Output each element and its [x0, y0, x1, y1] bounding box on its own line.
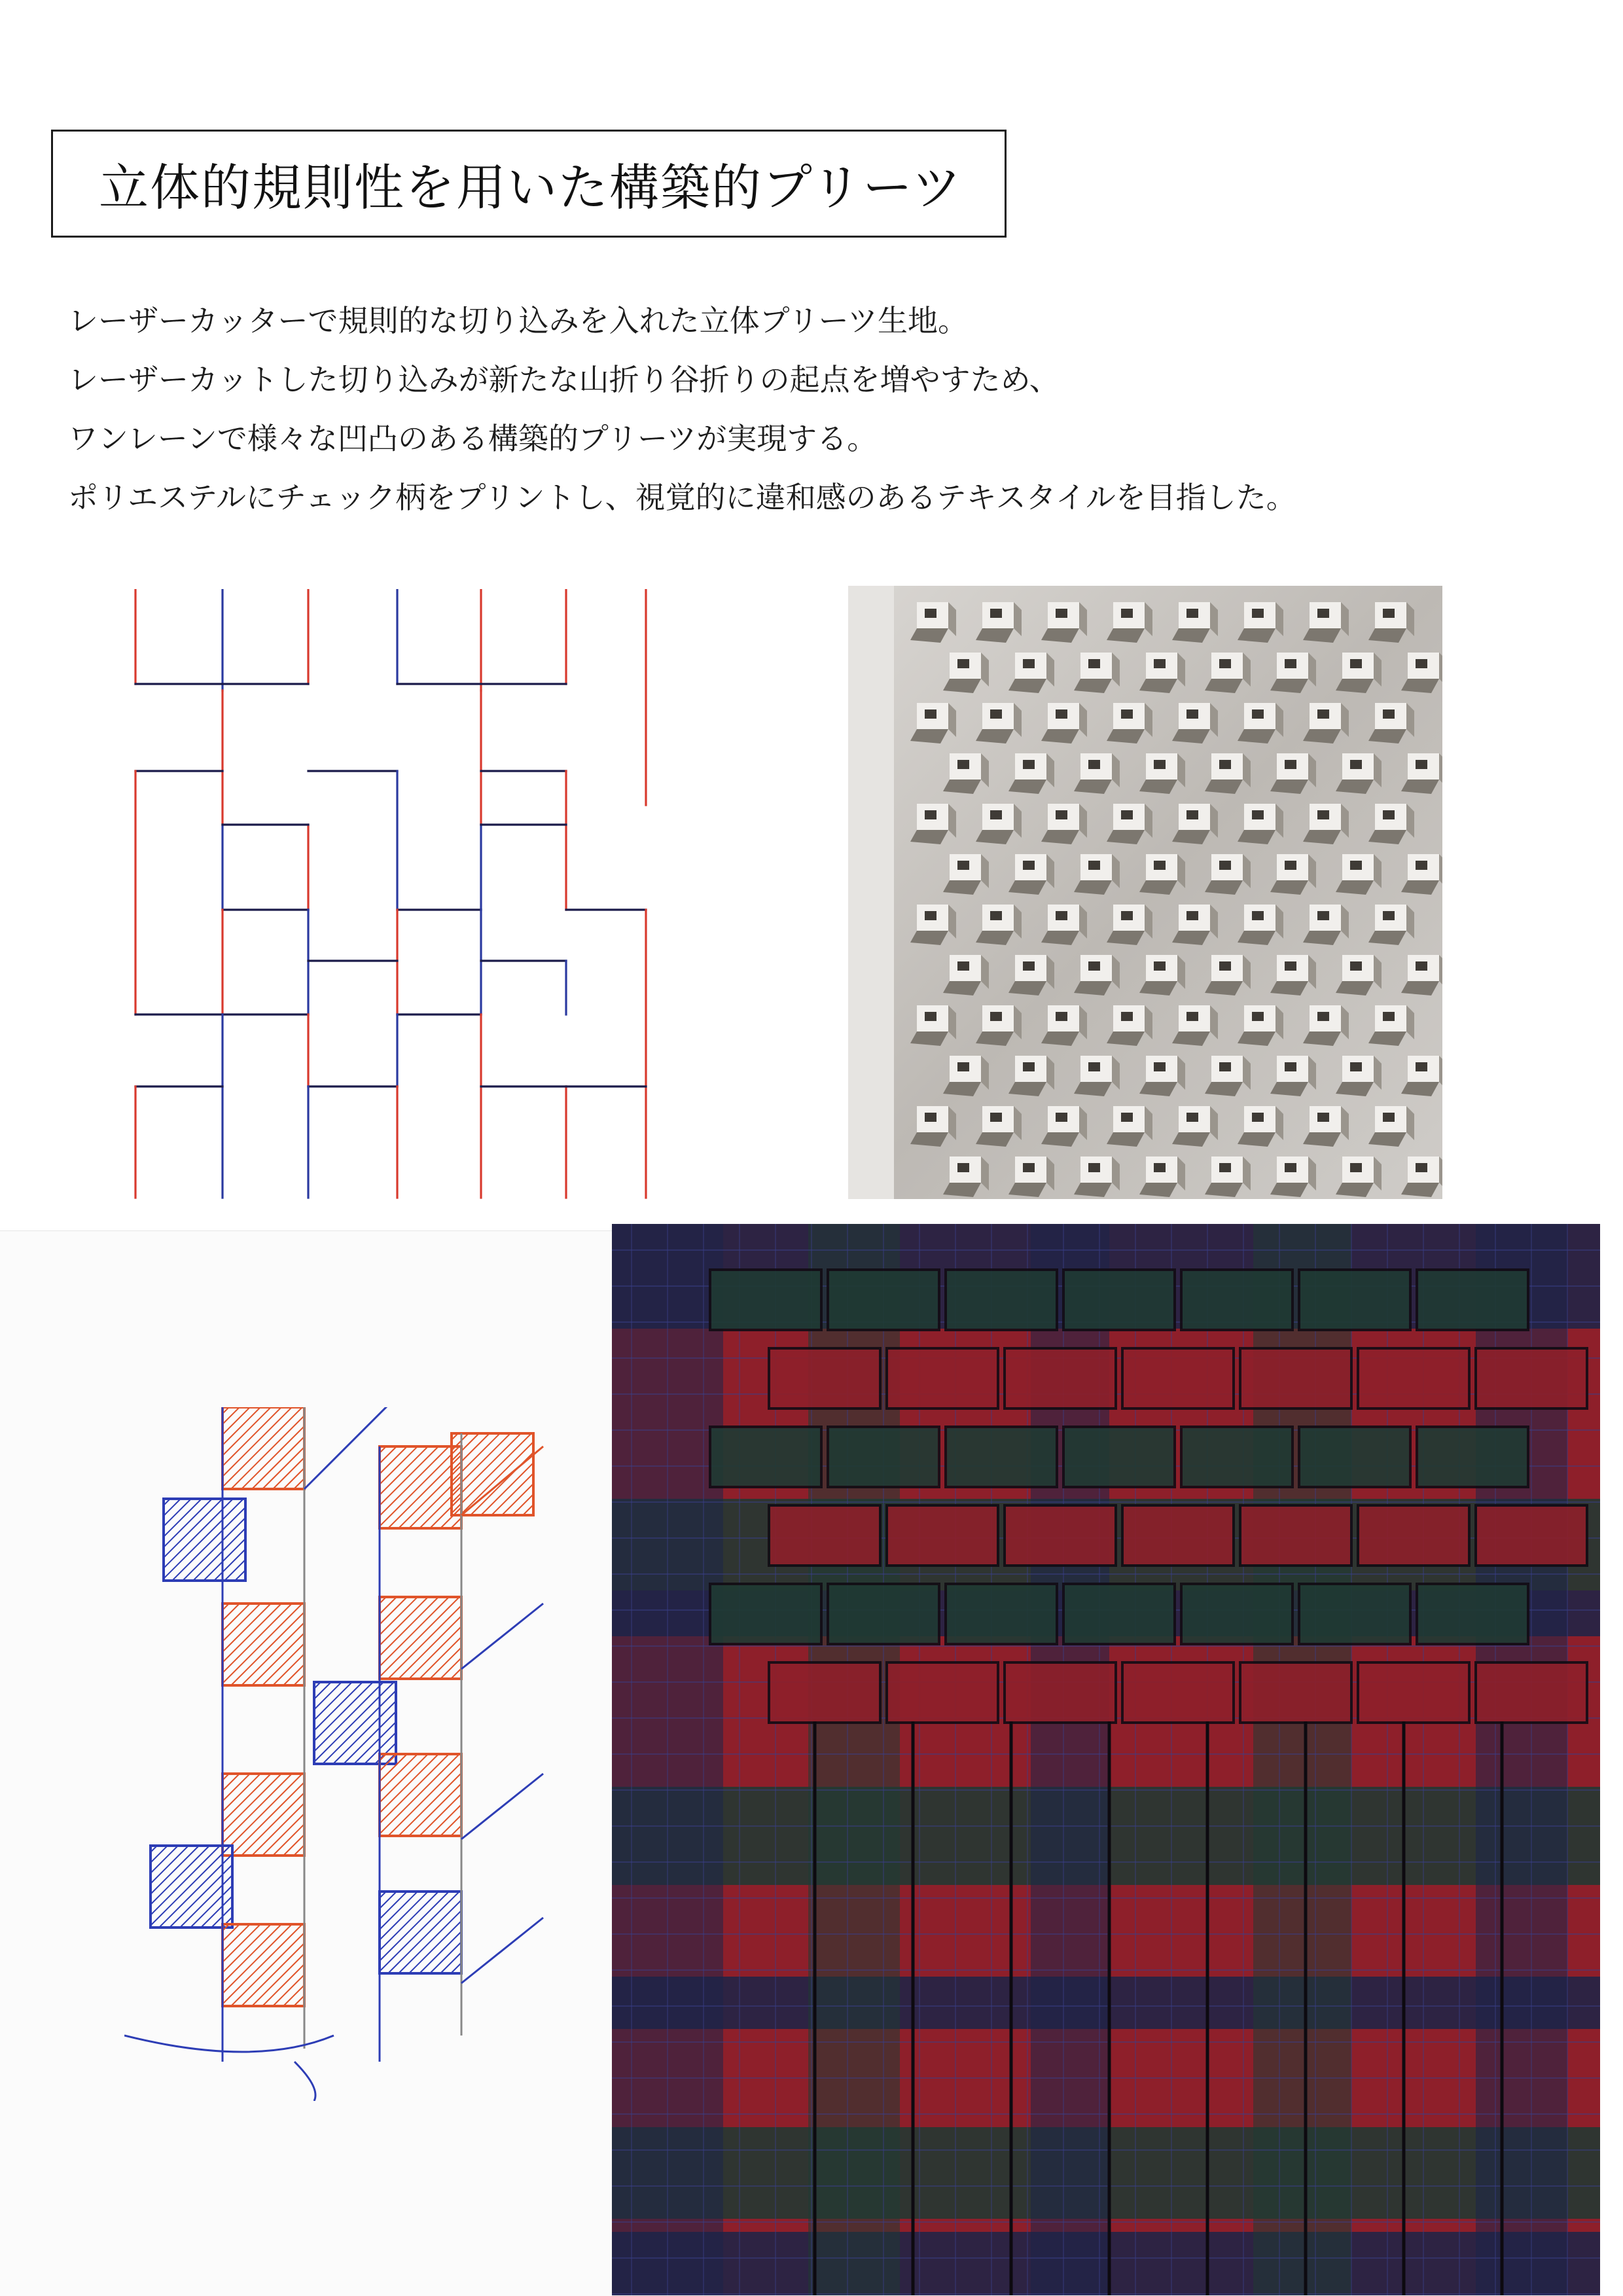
sketch-stroke-4	[124, 2036, 334, 2052]
sketch-cell-7	[223, 1774, 304, 1856]
sketch-stroke-5	[294, 2062, 315, 2101]
pleat-tab-3	[1063, 1270, 1175, 1330]
sketch-cell-6	[314, 1682, 396, 1764]
sketch-cell-0	[223, 1407, 304, 1489]
pleat-tab-7	[769, 1348, 880, 1408]
pleat-tab-1	[828, 1270, 939, 1330]
pleat-tab-8	[887, 1348, 998, 1408]
pleat-tab-13	[1476, 1348, 1587, 1408]
pleat-tab-37	[1005, 1662, 1116, 1723]
pleat-tab-32	[1181, 1584, 1293, 1644]
pleat-tab-16	[946, 1427, 1057, 1487]
sketch-cell-11	[380, 1892, 461, 1973]
sketch-cell-8	[380, 1754, 461, 1836]
pleat-tab-38	[1122, 1662, 1234, 1723]
pleat-tab-14	[710, 1427, 821, 1487]
crease-pattern-diagram	[128, 589, 664, 1204]
pleat-tab-40	[1358, 1662, 1469, 1723]
pleat-tab-20	[1417, 1427, 1528, 1487]
pleat-tab-34	[1417, 1584, 1528, 1644]
description-line-4: ポリエステルにチェック柄をプリントし、視覚的に違和感のあるテキスタイルを目指した。	[68, 480, 1296, 515]
pleat-tab-2	[946, 1270, 1057, 1330]
pleat-tab-31	[1063, 1584, 1175, 1644]
sketch-stroke-6	[304, 1407, 406, 1489]
pleat-tab-41	[1476, 1662, 1587, 1723]
page-title: 立体的規則性を用いた構築的プリーツ	[99, 158, 963, 217]
pleat-tab-24	[1122, 1505, 1234, 1566]
pleated-tartan-fabric-sample	[612, 1224, 1600, 2295]
pleat-tab-0	[710, 1270, 821, 1330]
pleat-tab-27	[1476, 1505, 1587, 1566]
pleat-tab-36	[887, 1662, 998, 1723]
pleat-tab-26	[1358, 1505, 1469, 1566]
pleat-tab-6	[1417, 1270, 1528, 1330]
pleat-tab-9	[1005, 1348, 1116, 1408]
pleat-tab-29	[828, 1584, 939, 1644]
pleat-tab-4	[1181, 1270, 1293, 1330]
sketch-cell-1	[164, 1499, 245, 1581]
sketch-stroke-8	[461, 1604, 543, 1669]
pleat-tab-39	[1240, 1662, 1351, 1723]
hand-drawn-sketch	[124, 1407, 609, 2101]
pleat-tab-17	[1063, 1427, 1175, 1487]
pleat-tab-30	[946, 1584, 1057, 1644]
sketch-cell-9	[151, 1846, 232, 1928]
sketch-cell-3	[452, 1433, 533, 1515]
pleat-tab-23	[1005, 1505, 1116, 1566]
pleat-tab-15	[828, 1427, 939, 1487]
sketch-cell-5	[380, 1597, 461, 1679]
pleat-tab-11	[1240, 1348, 1351, 1408]
pleat-tab-33	[1299, 1584, 1410, 1644]
pleat-tab-35	[769, 1662, 880, 1723]
pleat-tab-5	[1299, 1270, 1410, 1330]
sketch-cell-10	[223, 1924, 304, 2006]
description-line-3: ワンレーンで様々な凹凸のある構築的プリーツが実現する。	[68, 421, 878, 456]
description	[68, 291, 1296, 527]
pleat-tab-10	[1122, 1348, 1234, 1408]
pleat-tab-12	[1358, 1348, 1469, 1408]
sketch-stroke-10	[461, 1918, 543, 1983]
pleat-tab-19	[1299, 1427, 1410, 1487]
folded-paper-model-photo	[848, 586, 1442, 1199]
pleat-tab-22	[887, 1505, 998, 1566]
sketch-cell-2	[380, 1446, 461, 1528]
sketch-stroke-9	[461, 1774, 543, 1839]
title-box	[51, 130, 1007, 238]
pleat-tab-21	[769, 1505, 880, 1566]
pleat-tab-18	[1181, 1427, 1293, 1487]
pleat-tab-28	[710, 1584, 821, 1644]
description-line-1: レーザーカッターで規則的な切り込みを入れた立体プリーツ生地。	[68, 303, 968, 338]
sketch-cell-4	[223, 1604, 304, 1685]
pleat-tab-25	[1240, 1505, 1351, 1566]
description-line-2: レーザーカットした切り込みが新たな山折り谷折りの起点を増やすため、	[68, 362, 1060, 397]
